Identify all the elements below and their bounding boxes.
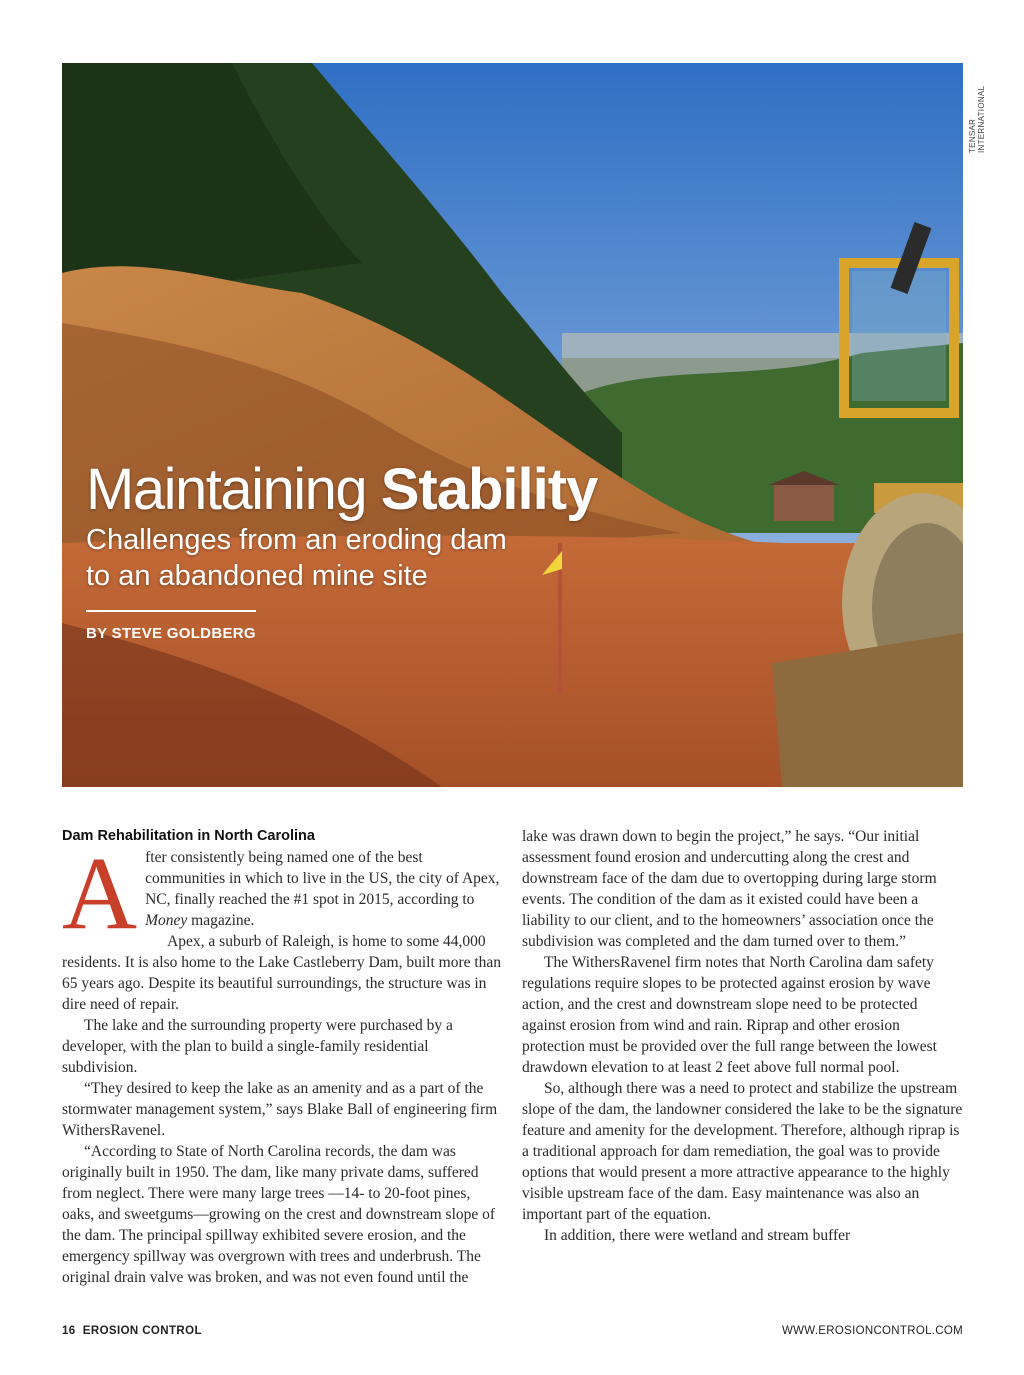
footer-left [62,1325,202,1337]
article-subtitle [86,522,706,594]
page-number: 16 [62,1325,76,1337]
first-para-text: fter consistently being named one of the best communities in which to live in the US, the city of Apex, NC, finally reached the #1 spot in 2015, according to [145,849,500,908]
magazine-name: EROSION CONTROL [82,1325,202,1337]
paragraph: In addition, there were wetland and stream buffer [544,1227,851,1244]
subtitle-line-2: to an abandoned mine site [86,560,428,592]
title-bold: Stability [380,457,598,522]
footer-url[interactable]: WWW.EROSIONCONTROL.COM [781,1325,963,1337]
first-para-end: magazine. [187,912,255,929]
article-title [86,458,706,522]
title-rule [86,610,256,612]
paragraph: lake was drawn down to begin the project,” he says. “Our initial assessment found erosion and undercutting along the crest and downstream face of the dam due to overtopping during large storm events. The condition of the dam as it existed could have been a liability to our client, and to the homeowners’ association once the subdivision was completed and the dam turned over to them.” [522,828,937,950]
photo-credit: TENSAR INTERNATIONAL [968,85,986,153]
hero-photo [62,63,963,787]
section-heading: Dam Rehabilitation in North Carolina [62,828,315,844]
title-block [86,458,706,642]
byline: BY STEVE GOLDBERG [86,625,256,642]
title-regular: Maintaining [86,457,381,522]
paragraph: Apex, a suburb of Raleigh, is home to some 44,000 residents. It is also home to the Lake Castleberry Dam, built more than 65 years ago. Despite its beautiful surroundings, the structure was in dire need of repair. [62,933,502,1013]
drop-cap: A [62,836,138,951]
right-column [522,826,964,1246]
first-para-italic: Money [145,912,188,929]
paragraph: The lake and the surrounding property were purchased by a developer, with the plan to build a single-family residential subdivision. [62,1017,453,1076]
paragraph: The WithersRavenel firm notes that North Carolina dam safety regulations require slopes to be protected against erosion by wave action, and the crest and downstream slope need to be protected against erosion from wind and rain. Riprap and other erosion protection must be provided over the full range between the lowest drawdown elevation to at least 2 feet above full normal pool. [522,954,937,1076]
paragraph: So, although there was a need to protect and stabilize the upstream slope of the dam, the landowner considered the lake to be the signature feature and amenity for the development. Therefore, although riprap is a traditional approach for dam remediation, the goal was to provide options that would present a more attractive appearance to the highly visible upstream face of the dam. Easy maintenance was also an important part of the equation. [522,1080,963,1223]
dam-site-photo [62,63,963,787]
left-column [62,826,502,1288]
paragraph: “They desired to keep the lake as an amenity and as a part of the stormwater management system,” says Blake Ball of engineering firm WithersRavenel. [62,1080,498,1139]
subtitle-line-1: Challenges from an eroding dam [86,524,507,556]
paragraph: “According to State of North Carolina records, the dam was originally built in 1950. The dam, like many private dams, suffered from neglect. There were many large trees —14- to 20-foot pines, oaks, and sweetgums—growing on the crest and downstream slope of the dam. The principal spillway exhibited severe erosion, and the emergency spillway was overgrown with trees and underbrush. The original drain valve was broken, and was not even found until the [62,1143,496,1286]
